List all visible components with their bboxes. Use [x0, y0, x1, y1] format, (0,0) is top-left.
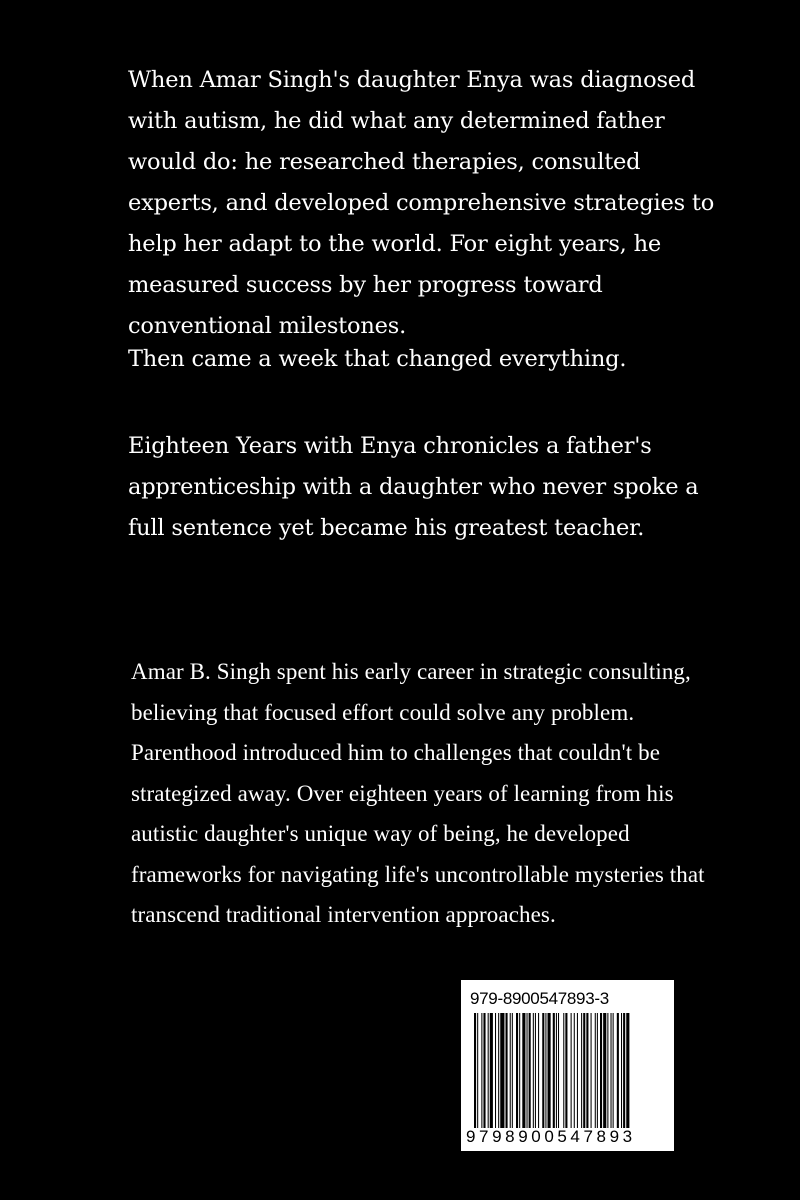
barcode-bar	[512, 1013, 513, 1128]
barcode-bar	[529, 1013, 531, 1128]
barcode-bar	[574, 1013, 575, 1128]
blurb-paragraph-2: Then came a week that changed everything.	[128, 346, 627, 372]
blurb-paragraph-1: When Amar Singh's daughter Enya was diagnosed with autism, he did what any determined father would do: he researched therapies, consulted experts, and developed comprehensive strategies to help her adapt to the world. For eight years, he measured success by her progress toward conventional milestones.	[128, 67, 715, 339]
barcode-bar	[581, 1013, 582, 1128]
barcode-bar	[519, 1013, 520, 1128]
barcode-bar	[558, 1013, 559, 1128]
barcode-bar	[565, 1013, 567, 1128]
barcode-bar	[538, 1013, 539, 1128]
isbn-barcode	[461, 980, 674, 1151]
barcode-bar	[481, 1013, 482, 1128]
barcode-bar	[563, 1013, 564, 1128]
barcode-bar	[474, 1013, 476, 1128]
barcode-bar	[527, 1013, 528, 1128]
barcode-bar	[553, 1013, 555, 1128]
barcode-bar	[597, 1013, 598, 1128]
barcode-bar	[571, 1013, 572, 1128]
barcode-bar	[613, 1013, 614, 1128]
blurb-paragraph-3: Eighteen Years with Enya chronicles a father's apprenticeship with a daughter who never spoke a full sentence yet became his greatest teacher.	[128, 433, 699, 541]
barcode-bar	[595, 1013, 596, 1128]
barcode-bar	[586, 1013, 588, 1128]
barcode-bars	[472, 1013, 668, 1128]
barcode-bar	[617, 1013, 619, 1128]
barcode-bar	[611, 1013, 612, 1128]
barcode-bar	[535, 1013, 536, 1128]
barcode-bar	[542, 1013, 544, 1128]
barcode-bar	[495, 1013, 496, 1128]
barcode-bar	[488, 1013, 489, 1128]
barcode-bar	[522, 1013, 525, 1128]
barcode-bar	[483, 1013, 485, 1128]
barcode-bar	[545, 1013, 546, 1128]
barcode-bar	[533, 1013, 534, 1128]
barcode-bar	[600, 1013, 602, 1128]
barcode-bar	[477, 1013, 478, 1128]
barcode-bar	[623, 1013, 625, 1128]
barcode-bar	[626, 1013, 629, 1128]
barcode-bar	[516, 1013, 518, 1128]
barcode-bar	[603, 1013, 606, 1128]
barcode-digits: 9798900547893	[466, 1127, 636, 1146]
barcode-bar	[621, 1013, 622, 1128]
barcode-bar	[500, 1013, 504, 1128]
barcode-bar	[607, 1013, 608, 1128]
barcode-bar	[591, 1013, 592, 1128]
barcode-bar	[490, 1013, 493, 1128]
barcode-bar	[548, 1013, 551, 1128]
author-bio: Amar B. Singh spent his early career in strategic consulting, believing that focused effort could solve any problem. Parenthood introduced him to challenges that couldn't be strategized away. Over eighteen years of learning from his autistic daughter's unique way of being, he developed frameworks for navigating life's uncontrollable mysteries that transcend traditional intervention approaches.	[131, 659, 705, 927]
barcode-bar	[556, 1013, 557, 1128]
barcode-bar	[510, 1013, 511, 1128]
barcode-bar	[506, 1013, 508, 1128]
isbn-label: 979-8900547893-3	[470, 989, 609, 1008]
barcode-bar	[498, 1013, 499, 1128]
barcode-bar	[577, 1013, 578, 1128]
barcode-bar	[583, 1013, 585, 1128]
